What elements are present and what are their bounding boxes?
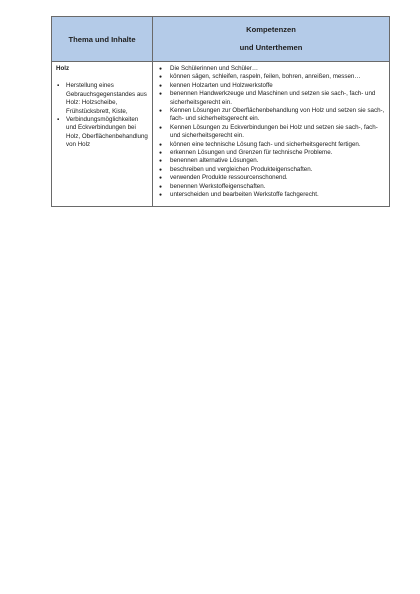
competence-text: benennen Werkstoffeigenschaften. — [170, 182, 266, 190]
competence-item — [156, 65, 386, 73]
competence-text: Kennen Lösungen zu Eckverbindungen bei Holz und setzen sie sach-, fach- und sicherheitsgerecht ein. — [170, 123, 378, 140]
competence-cell — [153, 62, 390, 207]
header-topic-cell — [52, 17, 153, 62]
topic-bullet-text: Herstellung eines Gebrauchsgegenstandes aus Holz: Holzscheibe, Frühstücksbrett, Kiste, — [66, 82, 147, 115]
bullet-icon: ● — [159, 91, 163, 98]
competence-text: benennen alternative Lösungen. — [170, 157, 259, 165]
competence-text: beschreiben und vergleichen Produkteigenschaften. — [170, 165, 313, 173]
bullet-icon: ● — [159, 150, 163, 157]
competence-item — [156, 107, 386, 124]
document-page — [51, 16, 389, 207]
competence-text: benennen Handwerkzeuge und Maschinen und setzen sie sach-, fach- und sicherheitsgerecht ein. — [170, 90, 376, 106]
header-competence-cell — [153, 17, 390, 62]
curriculum-table — [51, 16, 390, 207]
competence-text: Die Schülerinnen und Schüler… — [170, 65, 259, 72]
competence-item — [156, 174, 386, 182]
header-competence-label: Kompetenzen — [246, 25, 296, 34]
competence-text: verwenden Produkte ressourcenschonend. — [170, 174, 288, 182]
competence-text: unterscheiden und bearbeiten Werkstoffe fachgerecht. — [170, 191, 319, 199]
bullet-icon: ● — [159, 124, 163, 131]
competence-item — [156, 82, 386, 90]
competence-item — [156, 149, 386, 157]
bullet-icon: ● — [159, 74, 163, 81]
topic-bullet-text: Verbindungsmöglichkeiten und Eckverbindungen bei Holz, Oberflächenbehandlung von Holz — [66, 116, 148, 149]
bullet-icon: ● — [159, 82, 163, 89]
header-row — [52, 17, 390, 62]
competence-bullet-list — [156, 65, 386, 200]
competence-item — [156, 73, 386, 81]
competence-item — [156, 124, 386, 141]
bullet-icon: ● — [159, 141, 163, 148]
competence-item — [156, 157, 386, 165]
competence-item — [156, 166, 386, 174]
bullet-icon: ● — [159, 183, 163, 190]
bullet-icon: ● — [159, 66, 163, 72]
topic-bullet-item — [56, 82, 149, 116]
competence-text: kennen Holzarten und Holzwerkstoffe — [170, 81, 273, 89]
bullet-icon: ● — [159, 158, 163, 165]
competence-item — [156, 191, 386, 199]
header-subtopic-label: und Unterthemen — [239, 43, 303, 52]
competence-item — [156, 90, 386, 107]
topic-title: Holz — [56, 65, 70, 72]
competence-text: können eine technische Lösung fach- und sicherheitsgerecht fertigen. — [170, 140, 361, 148]
header-topic-label: Thema und Inhalte — [68, 34, 136, 44]
bullet-icon: ● — [159, 108, 163, 115]
competence-item — [156, 141, 386, 149]
topic-bullet-list — [56, 82, 149, 149]
bullet-icon: ● — [159, 175, 163, 182]
competence-text: können sägen, schleifen, raspeln, feilen, bohren, anreißen, messen… — [170, 73, 361, 81]
bullet-icon: ▪ — [57, 116, 60, 124]
bullet-icon: ● — [159, 192, 163, 199]
content-row — [52, 62, 390, 207]
competence-text: Kennen Lösungen zur Oberflächenbehandlung von Holz und setzen sie sach-, fach- und sicherheitsgerecht ein. — [170, 107, 385, 123]
bullet-icon: ● — [159, 166, 163, 173]
topic-bullet-item — [56, 116, 149, 150]
bullet-icon: ▪ — [57, 82, 60, 90]
competence-text: erkennen Lösungen und Grenzen für technische Probleme. — [170, 149, 333, 157]
topic-cell — [52, 62, 153, 207]
competence-item — [156, 183, 386, 191]
